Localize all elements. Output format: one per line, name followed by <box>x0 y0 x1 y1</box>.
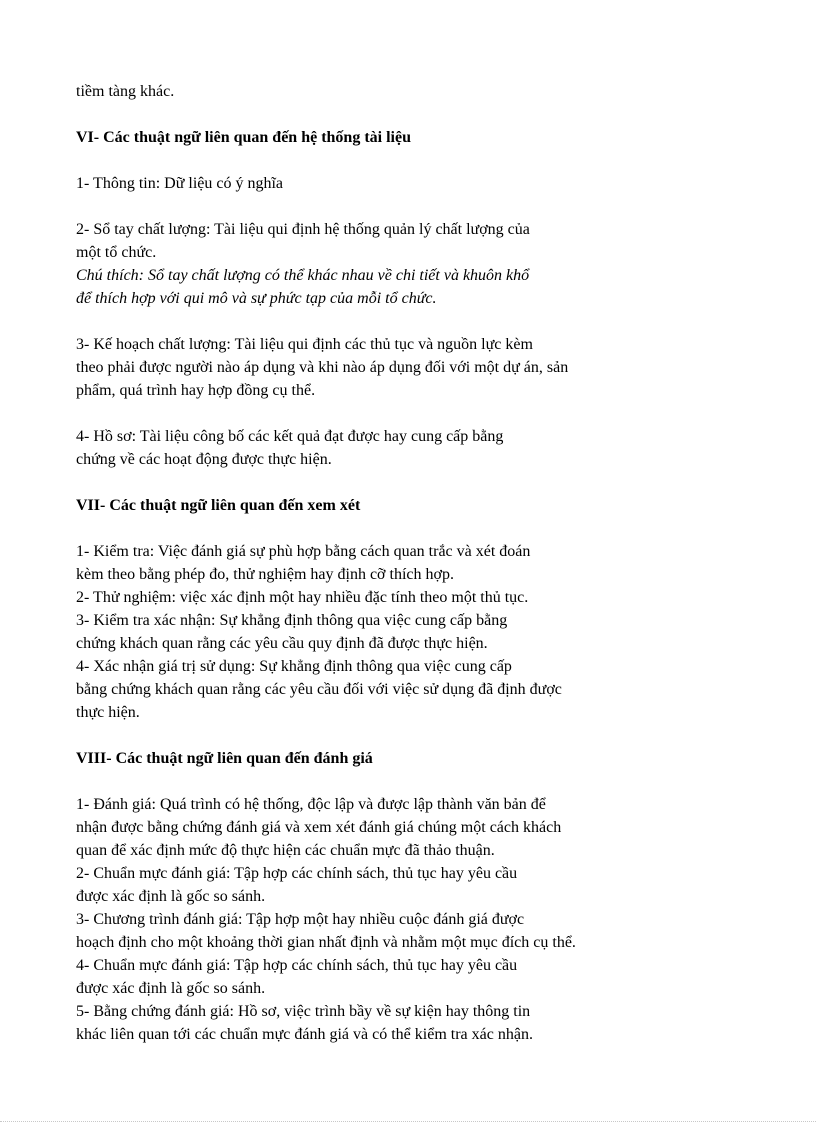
s8-line-6: 3- Chương trình đánh giá: Tập hợp một hay nhiều cuộc đánh giá được <box>76 911 525 928</box>
s6-item-2-line-2: một tổ chức. <box>76 244 157 261</box>
intro-tail: tiềm tàng khác. <box>76 83 175 100</box>
s8-line-9: được xác định là gốc so sánh. <box>76 980 266 997</box>
s8-line-4: 2- Chuẩn mực đánh giá: Tập hợp các chính sách, thủ tục hay yêu cầu <box>76 865 518 882</box>
s8-line-7: hoạch định cho một khoảng thời gian nhất định và nhằm một mục đích cụ thể. <box>76 934 576 951</box>
s7-line-2: kèm theo bằng phép đo, thử nghiệm hay định cỡ thích hợp. <box>76 566 454 583</box>
page-bottom-divider <box>0 1121 816 1122</box>
s7-line-8: thực hiện. <box>76 704 140 721</box>
s7-line-5: chứng khách quan rằng các yêu cầu quy định đã được thực hiện. <box>76 635 488 652</box>
s8-line-3: quan để xác định mức độ thực hiện các chuẩn mực đã thảo thuận. <box>76 842 495 859</box>
s8-line-5: được xác định là gốc so sánh. <box>76 888 266 905</box>
s6-item-2-line-1: 2- Sổ tay chất lượng: Tài liệu qui định hệ thống quản lý chất lượng của <box>76 221 530 238</box>
s7-line-7: bằng chứng khách quan rằng các yêu cầu đối với việc sử dụng đã định được <box>76 681 562 698</box>
s6-item-4-line-2: chứng về các hoạt động được thực hiện. <box>76 451 332 468</box>
s7-line-4: 3- Kiểm tra xác nhận: Sự khẳng định thông qua việc cung cấp bằng <box>76 612 508 629</box>
s6-item-3-line-1: 3- Kế hoạch chất lượng: Tài liệu qui định các thủ tục và nguồn lực kèm <box>76 336 533 353</box>
s8-line-11: khác liên quan tới các chuẩn mực đánh giá và có thể kiểm tra xác nhận. <box>76 1026 533 1043</box>
s6-item-3-line-2: theo phải được người nào áp dụng và khi nào áp dụng đối với một dự án, sản <box>76 359 569 376</box>
s8-line-2: nhận được bằng chứng đánh giá và xem xét đánh giá chúng một cách khách <box>76 819 562 836</box>
section-8-heading: VIII- Các thuật ngữ liên quan đến đánh giá <box>76 750 373 767</box>
s7-line-3: 2- Thử nghiệm: việc xác định một hay nhiều đặc tính theo một thủ tục. <box>76 589 529 606</box>
section-7-heading: VII- Các thuật ngữ liên quan đến xem xét <box>76 497 361 514</box>
s8-line-8: 4- Chuẩn mực đánh giá: Tập hợp các chính sách, thủ tục hay yêu cầu <box>76 957 518 974</box>
s7-line-1: 1- Kiểm tra: Việc đánh giá sự phù hợp bằng cách quan trắc và xét đoán <box>76 543 531 560</box>
s8-line-10: 5- Bằng chứng đánh giá: Hồ sơ, việc trình bầy về sự kiện hay thông tin <box>76 1003 531 1020</box>
s7-line-6: 4- Xác nhận giá trị sử dụng: Sự khẳng định thông qua việc cung cấp <box>76 658 512 675</box>
s8-line-1: 1- Đánh giá: Quá trình có hệ thống, độc lập và được lập thành văn bản để <box>76 796 546 813</box>
section-6-heading: VI- Các thuật ngữ liên quan đến hệ thống tài liệu <box>76 129 411 146</box>
s6-item-4-line-1: 4- Hồ sơ: Tài liệu công bố các kết quả đạt được hay cung cấp bằng <box>76 428 504 445</box>
document-body <box>76 80 676 1046</box>
s6-note-line-2: để thích hợp với qui mô và sự phức tạp của mỗi tổ chức. <box>76 290 437 307</box>
s6-item-3-line-3: phẩm, quá trình hay hợp đồng cụ thể. <box>76 382 316 399</box>
s6-item-1: 1- Thông tin: Dữ liệu có ý nghĩa <box>76 175 284 192</box>
s6-note-line-1: Chú thích: Sổ tay chất lượng có thể khác nhau về chi tiết và khuôn khổ <box>76 267 530 284</box>
